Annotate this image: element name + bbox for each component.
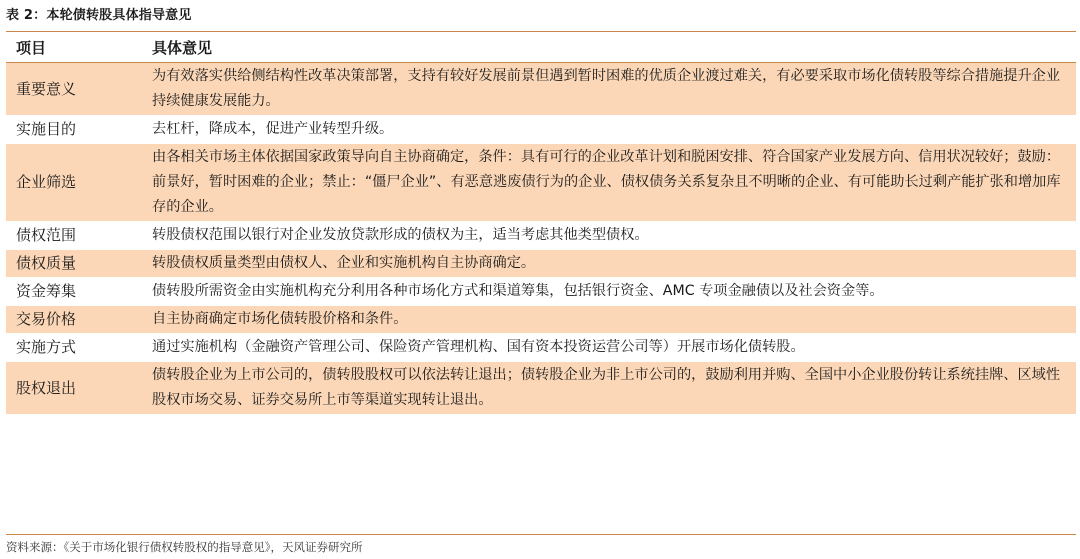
- guidance-table: [6, 32, 1076, 414]
- row-item: 资金筹集: [6, 278, 139, 306]
- table-row: [6, 63, 1076, 116]
- header-item: 项目: [6, 32, 139, 63]
- header-row: [6, 32, 1076, 63]
- table-row: [6, 306, 1076, 334]
- row-item: 实施目的: [6, 116, 139, 144]
- row-text: 去杠杆，降成本，促进产业转型升级。: [139, 116, 1076, 144]
- header-opinion: 具体意见: [139, 32, 1076, 63]
- table-row: [6, 334, 1076, 362]
- row-text: 债转股所需资金由实施机构充分利用各种市场化方式和渠道筹集，包括银行资金、AMC 专项金融债以及社会资金等。: [139, 278, 1076, 306]
- row-text: 自主协商确定市场化债转股价格和条件。: [139, 306, 1076, 334]
- row-item: 实施方式: [6, 334, 139, 362]
- row-text: 转股债权范围以银行对企业发放贷款形成的债权为主，适当考虑其他类型债权。: [139, 222, 1076, 250]
- row-item: 企业筛选: [6, 144, 139, 222]
- row-item: 交易价格: [6, 306, 139, 334]
- row-item: 重要意义: [6, 63, 139, 116]
- footer-rule: [6, 534, 1076, 535]
- row-item: 债权质量: [6, 250, 139, 278]
- row-item: 股权退出: [6, 362, 139, 415]
- row-text: 通过实施机构（金融资产管理公司、保险资产管理机构、国有资本投资运营公司等）开展市场化债转股。: [139, 334, 1076, 362]
- table-row: [6, 116, 1076, 144]
- row-text: 为有效落实供给侧结构性改革决策部署，支持有较好发展前景但遇到暂时困难的优质企业渡过难关，有必要采取市场化债转股等综合措施提升企业持续健康发展能力。: [139, 63, 1076, 116]
- row-text: 由各相关市场主体依据国家政策导向自主协商确定，条件：具有可行的企业改革计划和脱困安排、符合国家产业发展方向、信用状况较好；鼓励：前景好，暂时困难的企业；禁止：“僵尸企业”、有恶意逃废债行为的企业、债权债务关系复杂且不明晰的企业、有可能助长过剩产能扩张和增加库存的企业。: [139, 144, 1076, 222]
- row-text: 转股债权质量类型由债权人、企业和实施机构自主协商确定。: [139, 250, 1076, 278]
- table-row: [6, 144, 1076, 222]
- table-row: [6, 362, 1076, 415]
- table-row: [6, 278, 1076, 306]
- source-note: 资料来源：《关于市场化银行债权转股权的指导意见》，天风证券研究所: [6, 540, 363, 554]
- row-item: 债权范围: [6, 222, 139, 250]
- table-row: [6, 222, 1076, 250]
- table-caption: 表 2：本轮债转股具体指导意见: [6, 8, 192, 23]
- table-row: [6, 250, 1076, 278]
- row-text: 债转股企业为上市公司的，债转股股权可以依法转让退出；债转股企业为非上市公司的，鼓励利用并购、全国中小企业股份转让系统挂牌、区域性股权市场交易、证券交易所上市等渠道实现转让退出。: [139, 362, 1076, 415]
